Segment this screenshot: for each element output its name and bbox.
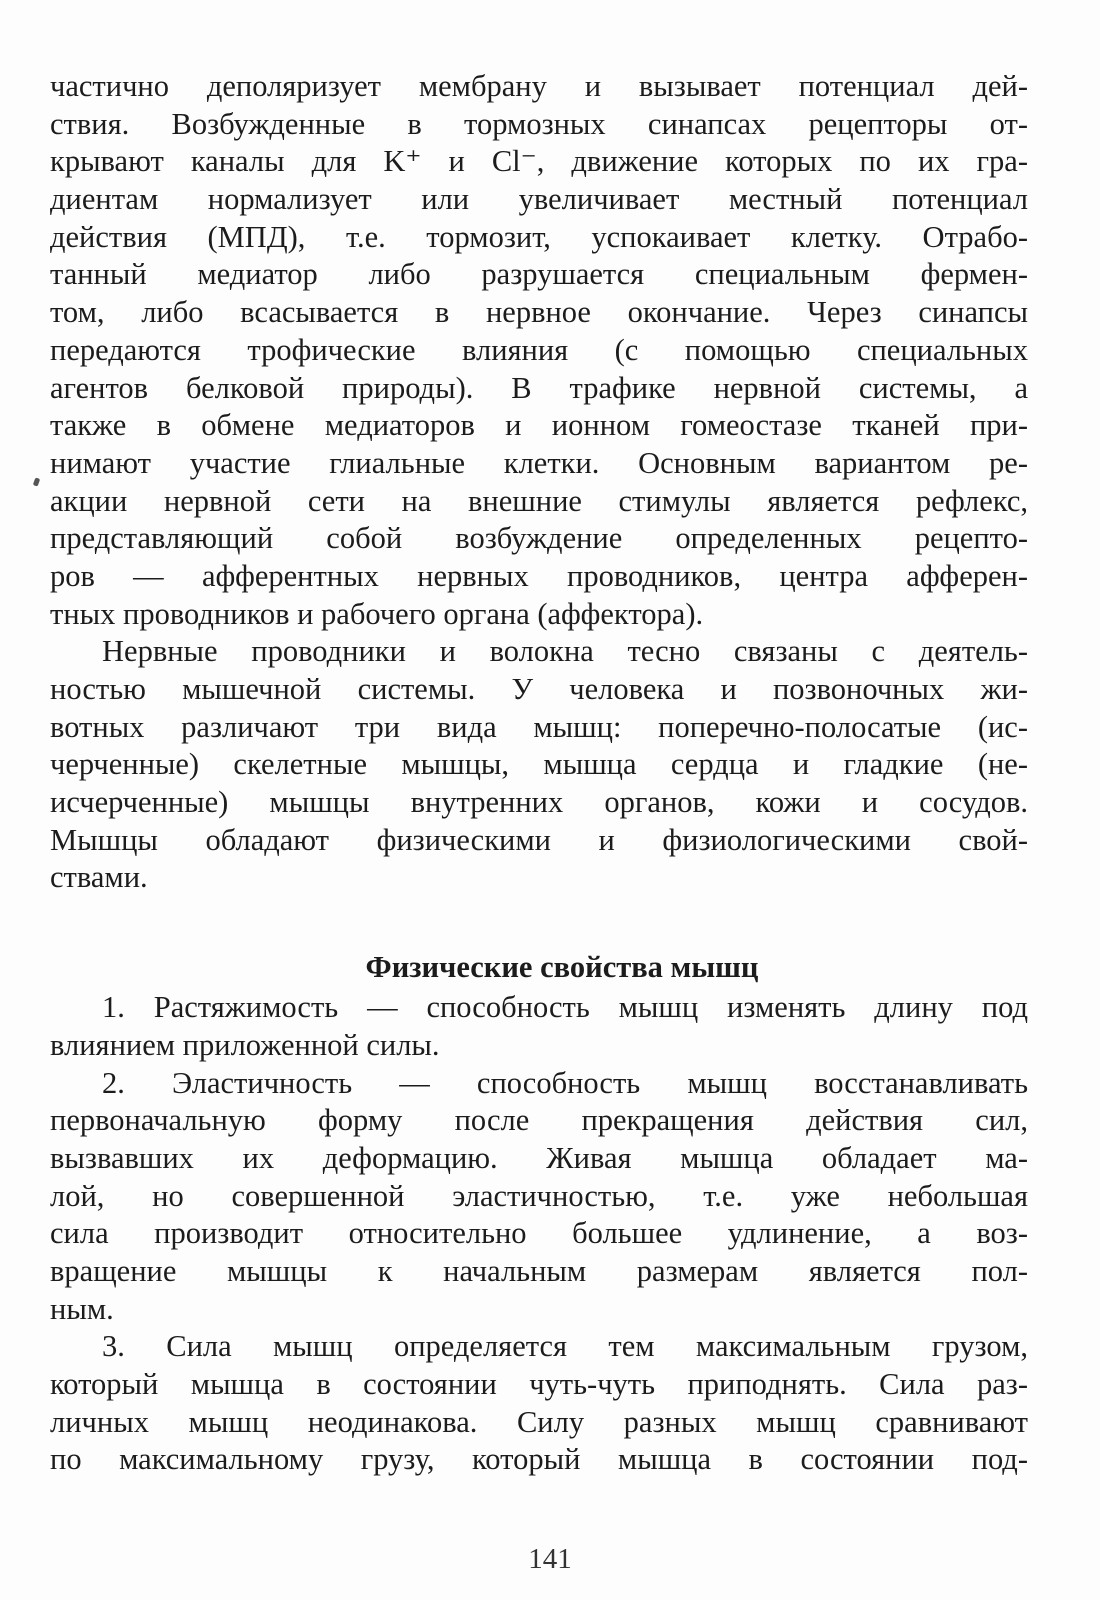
text-line: ствами. — [50, 860, 148, 895]
text-line: передаются трофические влияния (с помощью специальных — [50, 332, 1028, 367]
text-line: также в обмене медиаторов и ионном гомеостазе тканей при- — [50, 408, 1028, 443]
text-line: крывают каналы для K⁺ и Cl⁻, движение которых по их гра- — [50, 144, 1028, 179]
text-line: исчерченные) мышцы внутренних органов, кожи и сосудов. — [50, 785, 1028, 820]
text-line: лой, но совершенной эластичностью, т.е. уже небольшая — [50, 1178, 1028, 1213]
paragraph — [50, 68, 1028, 633]
list-item — [50, 1065, 1028, 1329]
text-line: черченные) скелетные мышцы, мышца сердца и гладкие (не- — [50, 747, 1028, 782]
list-item — [50, 1328, 1028, 1479]
text-line: вызвавших их деформацию. Живая мышца обладает ма- — [50, 1140, 1028, 1175]
text-line: представляющий собой возбуждение определенных рецепто- — [50, 521, 1028, 556]
text-line: ров — афферентных нервных проводников, центра афферен- — [50, 558, 1028, 593]
text-line: ным. — [50, 1291, 114, 1326]
spacer — [50, 897, 1028, 949]
text-line: сила производит относительно большее удлинение, а воз- — [50, 1216, 1028, 1251]
text-line: личных мышц неодинакова. Силу разных мышц сравнивают — [50, 1404, 1028, 1439]
text-line: 1. Растяжимость — способность мышц изменять длину под — [102, 990, 1028, 1025]
text-line: агентов белковой природы). В трафике нервной системы, а — [50, 370, 1028, 405]
text-line: действия (МПД), т.е. тормозит, успокаивает клетку. Отрабо- — [50, 219, 1028, 254]
text-line: ствия. Возбужденные в тормозных синапсах рецепторы от- — [50, 106, 1028, 141]
text-line: влиянием приложенной силы. — [50, 1027, 440, 1062]
text-line: нимают участие глиальные клетки. Основным вариантом ре- — [50, 445, 1028, 480]
section-heading: Физические свойства мышц — [365, 950, 759, 985]
margin-mark — [33, 477, 40, 486]
text-line: 3. Сила мышц определяется тем максимальным грузом, — [102, 1329, 1028, 1364]
page-number: 141 — [528, 1543, 572, 1575]
text-line: вращение мышцы к начальным размерам является пол- — [50, 1253, 1028, 1288]
text-line: Мышцы обладают физическими и физиологическими свой- — [50, 822, 1028, 857]
body-text — [50, 68, 1028, 1479]
text-line: частично деполяризует мембрану и вызывает потенциал дей- — [50, 69, 1028, 103]
text-line: первоначальную форму после прекращения действия сил, — [50, 1103, 1028, 1138]
text-line: 2. Эластичность — способность мышц восстанавливать — [102, 1065, 1028, 1100]
text-line: который мышца в состоянии чуть-чуть приподнять. Сила раз- — [50, 1367, 1028, 1401]
text-line: вотных различают три вида мышц: поперечно-полосатые (ис- — [50, 709, 1028, 744]
text-line: ностью мышечной системы. У человека и позвоночных жи- — [50, 672, 1028, 706]
text-line: по максимальному грузу, который мышца в состоянии под- — [50, 1442, 1028, 1477]
list-item — [50, 989, 1028, 1064]
text-line: тных проводников и рабочего органа (аффектора). — [50, 596, 704, 631]
text-line: диентам нормализует или увеличивает местный потенциал — [50, 182, 1028, 217]
text-line: танный медиатор либо разрушается специальным фермен- — [50, 257, 1028, 292]
text-line: том, либо всасывается в нервное окончание. Через синапсы — [50, 295, 1028, 330]
text-line: Нервные проводники и волокна тесно связаны с деятель- — [102, 634, 1028, 669]
paragraph — [50, 633, 1028, 897]
text-line: акции нервной сети на внешние стимулы является рефлекс, — [50, 483, 1028, 518]
